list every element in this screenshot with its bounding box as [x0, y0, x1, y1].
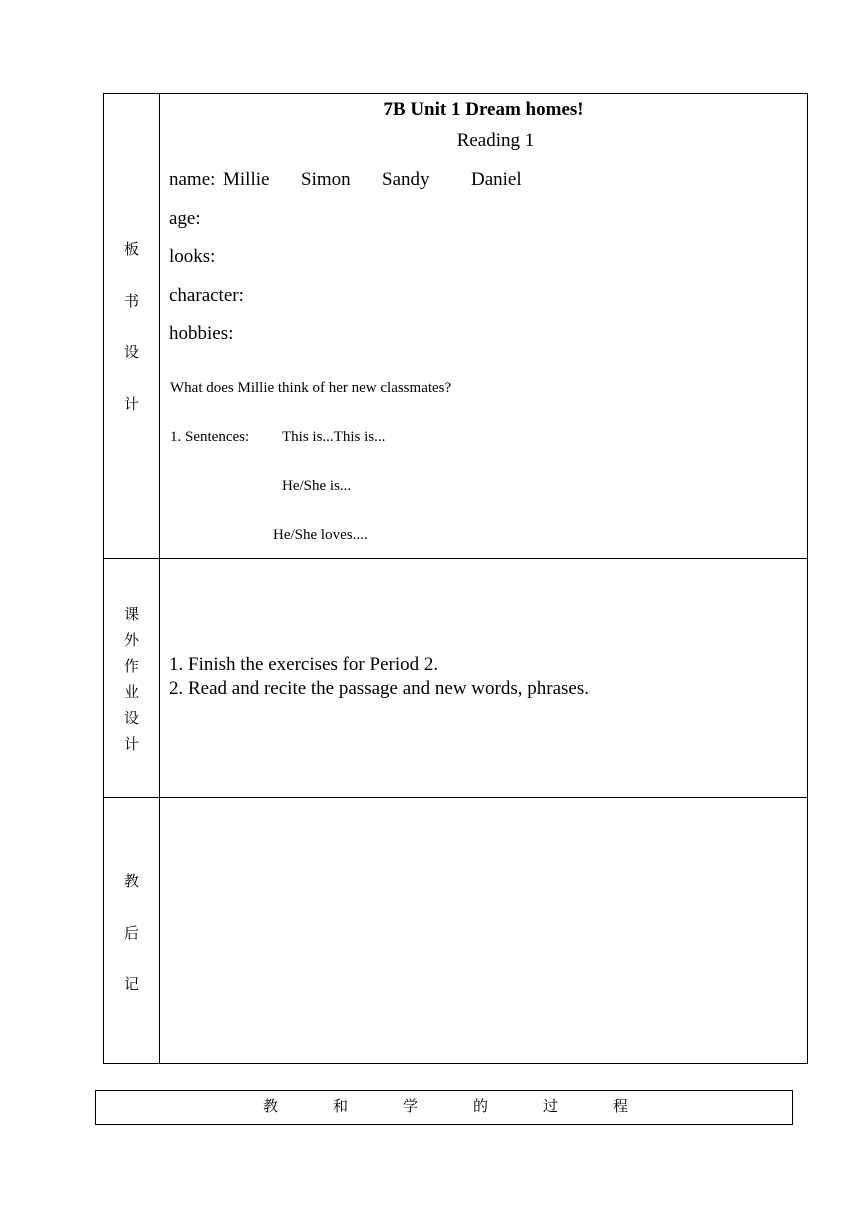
label-char: 记: [123, 975, 139, 993]
label-char: 作: [123, 657, 139, 675]
label-char: 板: [123, 240, 139, 258]
label-char: 计: [123, 735, 139, 753]
sentence-pattern: He/She loves....: [273, 527, 368, 543]
sentence-pattern: This is...This is...: [282, 429, 386, 445]
process-header-char: 学: [403, 1097, 419, 1115]
sentences-label: 1. Sentences:: [170, 429, 250, 445]
process-header-char: 教: [263, 1097, 279, 1115]
process-header-table: [95, 1090, 793, 1125]
homework-item: 2. Read and recite the passage and new words, phrases.: [169, 678, 589, 699]
label-char: 设: [123, 709, 139, 727]
homework-item: 1. Finish the exercises for Period 2.: [169, 654, 439, 675]
lesson-plan-table: [103, 93, 808, 1064]
homework-label: [104, 559, 160, 797]
process-header-char: 程: [613, 1097, 629, 1115]
label-char: 业: [123, 683, 139, 701]
field-age: age:: [169, 208, 201, 229]
process-header-char: 过: [543, 1097, 559, 1115]
board-design-content: [160, 94, 807, 558]
field-hobbies: hobbies:: [169, 323, 234, 344]
sentence-pattern: He/She is...: [282, 478, 352, 494]
label-char: 后: [123, 924, 139, 942]
process-header-char: 的: [473, 1097, 489, 1115]
label-char: 计: [123, 395, 139, 413]
field-looks: looks:: [169, 246, 216, 267]
process-header-char: 和: [333, 1097, 349, 1115]
reflection-row: [104, 797, 807, 1063]
student-name: Sandy: [382, 169, 430, 190]
student-name: Millie: [223, 169, 270, 190]
label-char: 教: [123, 872, 139, 890]
homework-content: [160, 559, 807, 797]
reflection-content: [160, 798, 807, 1063]
label-char: 课: [123, 605, 139, 623]
student-name: Daniel: [471, 169, 522, 190]
lesson-title: 7B Unit 1 Dream homes!: [383, 99, 584, 120]
name-label: name:: [169, 169, 216, 190]
label-char: 设: [123, 343, 139, 361]
lesson-subtitle: Reading 1: [456, 130, 535, 151]
student-name: Simon: [301, 169, 351, 190]
field-character: character:: [169, 285, 244, 306]
board-design-label: [104, 94, 160, 558]
label-char: 外: [123, 631, 139, 649]
reflection-label: [104, 798, 160, 1063]
discussion-question: What does Millie think of her new classmates?: [170, 380, 452, 396]
homework-row: [104, 558, 807, 797]
board-design-row: [104, 94, 807, 558]
label-char: 书: [123, 292, 139, 310]
